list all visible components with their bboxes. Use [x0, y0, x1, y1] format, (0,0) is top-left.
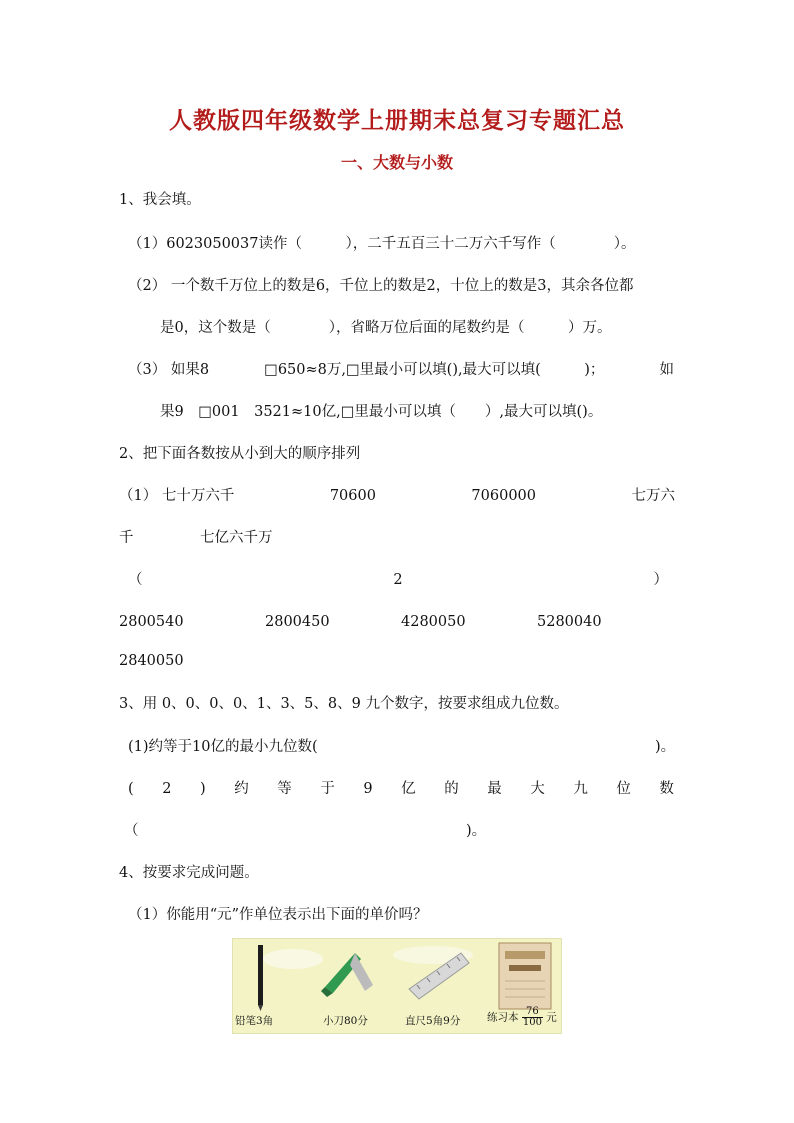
q3-part2b-left: （ — [124, 823, 139, 839]
q2-row3-n3: 4280050 — [401, 614, 466, 630]
fraction-numerator: 76 — [522, 1007, 543, 1018]
q1-part3-line1 — [128, 360, 674, 380]
q3-part2 — [128, 779, 674, 799]
caption-exercise-book — [487, 1007, 557, 1028]
q2-heading: 2、把下面各数按从小到大的顺序排列 — [119, 446, 361, 462]
stationery-figure — [232, 938, 562, 1034]
exercise-book-icon — [499, 943, 551, 1009]
q3-char: 等 — [277, 781, 292, 797]
q2-number: 70600 — [329, 488, 376, 504]
q1-heading: 1、我会填。 — [119, 192, 201, 208]
fraction-denominator: 100 — [522, 1017, 542, 1028]
q2-row1b-a: 千 — [119, 530, 134, 546]
q3-part1-right: )。 — [655, 739, 676, 755]
q2-row3-n1: 2800540 — [119, 614, 184, 630]
q3-char: 亿 — [401, 781, 416, 797]
q1-part3-seg: 如 — [659, 362, 674, 378]
page-title: 人教版四年级数学上册期末总复习专题汇总 — [169, 107, 625, 134]
q2-label: 2 — [393, 572, 403, 588]
q2-number: （1） 七十万六千 — [119, 488, 235, 504]
caption-ruler: 直尺5角9分 — [405, 1015, 461, 1027]
q2-row1 — [119, 486, 675, 506]
q3-heading: 3、用 0、0、0、0、1、3、5、8、9 九个数字，按要求组成九位数。 — [119, 696, 569, 712]
caption-unit: 元 — [546, 1011, 557, 1024]
q3-char: ( — [128, 781, 134, 797]
pencil-icon — [258, 945, 263, 1011]
q2-paren: （ — [128, 572, 143, 588]
q1-part2-line2: 是0，这个数是（ ），省略万位后面的尾数约是（ ）万。 — [160, 320, 612, 336]
caption-exercise-book-label: 练习本 — [487, 1011, 519, 1024]
q2-row3-n4: 5280040 — [537, 614, 602, 630]
knife-icon — [321, 953, 373, 997]
q3-char: 的 — [444, 781, 459, 797]
section-title: 一、大数与小数 — [340, 153, 453, 172]
q3-char: 于 — [320, 781, 335, 797]
q2-row3-n2: 2800450 — [265, 614, 330, 630]
q2-paren: ） — [653, 572, 668, 588]
q3-char: ) — [200, 781, 206, 797]
q4-heading: 4、按要求完成问题。 — [119, 865, 259, 881]
q2-row4: 2840050 — [119, 653, 184, 669]
caption-knife: 小刀80分 — [323, 1015, 368, 1027]
q3-char: 九 — [573, 781, 588, 797]
q1-part3-seg: （3） 如果8 — [128, 362, 210, 378]
q2-number: 7060000 — [471, 488, 536, 504]
q1-part2-line1: （2） 一个数千万位上的数是6，千位上的数是2，十位上的数是3，其余各位都 — [128, 278, 634, 294]
q2-number: 七万六 — [631, 488, 675, 504]
q1-part3-line2: 果9 □001 3521≈10亿,□里最小可以填（ ）,最大可以填()。 — [160, 404, 603, 420]
q3-part1-left: (1)约等于10亿的最小九位数( — [128, 739, 318, 755]
q4-part1: （1）你能用“元”作单位表示出下面的单价吗？ — [128, 907, 428, 923]
price-fraction — [522, 1007, 543, 1028]
q3-char: 大 — [530, 781, 545, 797]
q2-row2 — [128, 570, 668, 590]
q3-part2b-right: )。 — [466, 823, 487, 839]
q3-char: 位 — [616, 781, 631, 797]
q2-row1b-b: 七亿六千万 — [200, 530, 273, 546]
q1-part3-seg: □650≈8万,□里最小可以填(),最大可以填( )； — [264, 362, 605, 378]
q1-part1: （1）6023050037读作（ ），二千五百三十二万六千写作（ ）。 — [128, 236, 636, 252]
q3-char: 2 — [162, 781, 172, 797]
q3-char: 约 — [234, 781, 249, 797]
q3-char: 最 — [487, 781, 502, 797]
caption-pencil: 铅笔3角 — [235, 1015, 274, 1027]
q3-char: 数 — [659, 781, 674, 797]
q3-char: 9 — [363, 781, 373, 797]
